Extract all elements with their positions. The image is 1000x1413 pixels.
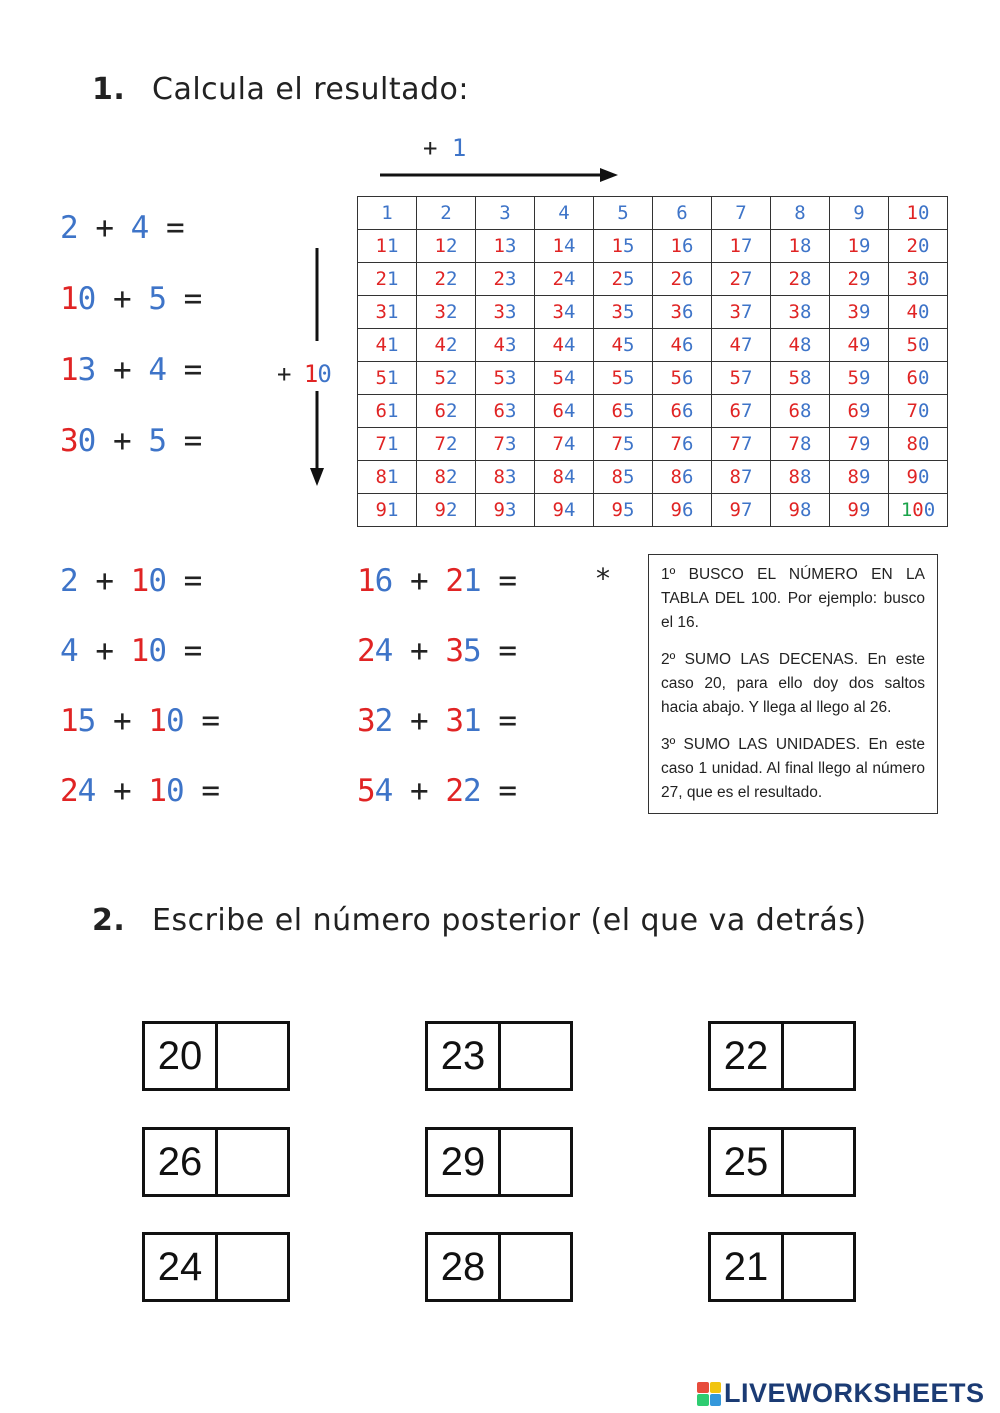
hundred-cell: 60: [889, 362, 948, 395]
hundred-cell: 36: [653, 296, 712, 329]
hundred-cell: 24: [535, 263, 594, 296]
hundred-cell: 54: [535, 362, 594, 395]
hundred-cell: 57: [712, 362, 771, 395]
number-pair-box: [142, 1021, 290, 1091]
hundred-cell: 34: [535, 296, 594, 329]
hundred-cell: 2: [417, 197, 476, 230]
equation-operator: =: [166, 633, 202, 669]
answer-box[interactable]: [784, 1130, 853, 1194]
hundred-cell: 30: [889, 263, 948, 296]
arrow-down-label: [277, 360, 331, 388]
arrow-right-label: [423, 134, 466, 162]
hundred-cell: 5: [594, 197, 653, 230]
given-number: 22: [711, 1024, 784, 1088]
hundred-cell: 22: [417, 263, 476, 296]
equation-digit: 4: [148, 352, 167, 388]
arrow-down-tens: 1: [303, 360, 318, 388]
equation-operator: +: [95, 281, 149, 317]
equation: [60, 352, 241, 388]
equation-digit: 0: [77, 281, 96, 317]
given-number: 21: [711, 1235, 784, 1299]
hundred-cell: 43: [476, 329, 535, 362]
equation-digit: 2: [357, 633, 375, 669]
equation-digit: 1: [60, 703, 78, 739]
section-1-heading: [92, 72, 469, 107]
answer-box[interactable]: [501, 1130, 570, 1194]
hundred-cell: 88: [771, 461, 830, 494]
equation-digit: 0: [148, 633, 167, 669]
hundred-cell: 47: [712, 329, 771, 362]
hundred-cell: 13: [476, 230, 535, 263]
hundred-cell: 20: [889, 230, 948, 263]
equation-operator: +: [95, 423, 149, 459]
section-2-title: Escribe el número posterior (el que va detrás): [152, 903, 867, 938]
hundred-cell: 41: [358, 329, 417, 362]
equation-operator: +: [77, 563, 131, 599]
hundred-cell: 35: [594, 296, 653, 329]
equation-digit: 4: [374, 633, 393, 669]
hundred-cell: 58: [771, 362, 830, 395]
hundred-cell: 66: [653, 395, 712, 428]
equation-digit: 4: [60, 633, 78, 669]
given-number: 29: [428, 1130, 501, 1194]
equation-operator: +: [392, 563, 446, 599]
hundred-cell: 85: [594, 461, 653, 494]
hundred-cell: 8: [771, 197, 830, 230]
hundred-cell: 86: [653, 461, 712, 494]
equation-operator: +: [95, 773, 149, 809]
hundred-cell: 91: [358, 494, 417, 527]
equation-operator: =: [183, 703, 220, 739]
hundred-cell: 56: [653, 362, 712, 395]
equation-digit: 3: [60, 423, 78, 459]
hundred-cell: 48: [771, 329, 830, 362]
hundred-cell: 44: [535, 329, 594, 362]
hundred-table: [357, 196, 948, 527]
hundred-cell: 39: [830, 296, 889, 329]
equation-operator: +: [77, 210, 131, 246]
hundred-cell: 93: [476, 494, 535, 527]
equation-digit: 4: [130, 210, 149, 246]
hundred-cell: 15: [594, 230, 653, 263]
answer-box[interactable]: [218, 1130, 287, 1194]
hundred-cell: 28: [771, 263, 830, 296]
hundred-cell: 52: [417, 362, 476, 395]
hundred-cell: 71: [358, 428, 417, 461]
equation-digit: 4: [77, 773, 96, 809]
equation: [60, 210, 224, 246]
equation-digit: 5: [357, 773, 375, 809]
equation-digit: 1: [148, 773, 167, 809]
equation-operator: =: [166, 563, 202, 599]
equation-digit: 5: [148, 281, 167, 317]
hundred-cell: 99: [830, 494, 889, 527]
hundred-cell: 64: [535, 395, 594, 428]
hundred-cell: 42: [417, 329, 476, 362]
arrow-right-op: +: [423, 134, 452, 162]
equation: [357, 563, 556, 599]
hundred-cell: 72: [417, 428, 476, 461]
section-1-number: 1.: [92, 72, 126, 107]
equation: [357, 703, 556, 739]
hundred-cell: 18: [771, 230, 830, 263]
instruction-step-3: 3º SUMO LAS UNIDADES. En este caso 1 unidad. Al final llego al número 27, que es el resultado.: [661, 736, 925, 801]
equation: [60, 633, 241, 669]
hundred-cell: 76: [653, 428, 712, 461]
hundred-cell: 61: [358, 395, 417, 428]
hundred-cell: 90: [889, 461, 948, 494]
hundred-cell: 100: [889, 494, 948, 527]
hundred-cell: 95: [594, 494, 653, 527]
hundred-cell: 23: [476, 263, 535, 296]
hundred-cell: 80: [889, 428, 948, 461]
hundred-cell: 7: [712, 197, 771, 230]
hundred-cell: 55: [594, 362, 653, 395]
equation-digit: 2: [445, 563, 464, 599]
equation-digit: 5: [148, 423, 167, 459]
given-number: 24: [145, 1235, 218, 1299]
section-2-heading: [92, 903, 867, 938]
hundred-cell: 63: [476, 395, 535, 428]
hundred-cell: 68: [771, 395, 830, 428]
hundred-cell: 82: [417, 461, 476, 494]
hundred-cell: 49: [830, 329, 889, 362]
number-pair-box: [142, 1232, 290, 1302]
equation-digit: 2: [60, 210, 78, 246]
equation: [60, 773, 259, 809]
equation-operator: +: [95, 352, 149, 388]
hundred-cell: 94: [535, 494, 594, 527]
equation-digit: 2: [60, 563, 78, 599]
answer-box[interactable]: [501, 1235, 570, 1299]
hundred-cell: 92: [417, 494, 476, 527]
hundred-cell: 9: [830, 197, 889, 230]
hundred-cell: 62: [417, 395, 476, 428]
hundred-cell: 87: [712, 461, 771, 494]
equation-operator: +: [77, 633, 131, 669]
hundred-cell: 84: [535, 461, 594, 494]
number-pair-box: [708, 1127, 856, 1197]
hundred-cell: 53: [476, 362, 535, 395]
hundred-cell: 79: [830, 428, 889, 461]
hundred-cell: 14: [535, 230, 594, 263]
number-pair-box: [425, 1127, 573, 1197]
given-number: 20: [145, 1024, 218, 1088]
arrow-down-units: 0: [317, 360, 331, 388]
number-pair-box: [142, 1127, 290, 1197]
hundred-cell: 32: [417, 296, 476, 329]
hundred-cell: 50: [889, 329, 948, 362]
equation-operator: =: [480, 703, 517, 739]
arrow-right-icon: [378, 165, 623, 185]
equation: [60, 703, 259, 739]
equation-digit: 2: [463, 773, 481, 809]
equation-operator: +: [392, 773, 446, 809]
number-pair-box: [708, 1021, 856, 1091]
given-number: 28: [428, 1235, 501, 1299]
equation-digit: 1: [463, 703, 481, 739]
answer-box[interactable]: [784, 1024, 853, 1088]
hundred-cell: 40: [889, 296, 948, 329]
hundred-cell: 21: [358, 263, 417, 296]
hundred-cell: 38: [771, 296, 830, 329]
equation-digit: 3: [445, 703, 464, 739]
given-number: 23: [428, 1024, 501, 1088]
liveworksheets-logo: [697, 1378, 985, 1409]
hundred-cell: 77: [712, 428, 771, 461]
hundred-cell: 3: [476, 197, 535, 230]
hundred-cell: 73: [476, 428, 535, 461]
equation-digit: 0: [166, 773, 184, 809]
number-pair-box: [425, 1232, 573, 1302]
equation-operator: =: [480, 633, 517, 669]
hundred-cell: 6: [653, 197, 712, 230]
hundred-cell: 10: [889, 197, 948, 230]
equation-digit: 1: [60, 352, 78, 388]
number-pair-box: [708, 1232, 856, 1302]
hundred-cell: 83: [476, 461, 535, 494]
hundred-cell: 51: [358, 362, 417, 395]
equation: [60, 423, 241, 459]
hundred-cell: 17: [712, 230, 771, 263]
answer-box[interactable]: [784, 1235, 853, 1299]
answer-box[interactable]: [218, 1235, 287, 1299]
hundred-cell: 59: [830, 362, 889, 395]
hundred-cell: 70: [889, 395, 948, 428]
hundred-cell: 46: [653, 329, 712, 362]
equation-operator: =: [166, 281, 202, 317]
logo-mark-icon: [697, 1382, 721, 1406]
hundred-cell: 25: [594, 263, 653, 296]
asterisk-mark: *: [596, 562, 610, 595]
hundred-cell: 81: [358, 461, 417, 494]
given-number: 25: [711, 1130, 784, 1194]
hundred-cell: 69: [830, 395, 889, 428]
hundred-cell: 65: [594, 395, 653, 428]
equation-digit: 3: [445, 633, 464, 669]
equation-digit: 1: [130, 633, 149, 669]
hundred-cell: 29: [830, 263, 889, 296]
equation-operator: =: [480, 563, 517, 599]
equation-digit: 5: [77, 703, 96, 739]
equation-operator: +: [392, 633, 446, 669]
equation-digit: 2: [374, 703, 393, 739]
section-2-number: 2.: [92, 903, 126, 938]
equation-operator: =: [480, 773, 517, 809]
equation: [357, 773, 556, 809]
equation-digit: 5: [463, 633, 481, 669]
equation-digit: 0: [166, 703, 184, 739]
instruction-step-1: 1º BUSCO EL NÚMERO EN LA TABLA DEL 100. Por ejemplo: busco el 16.: [661, 566, 925, 631]
hundred-cell: 33: [476, 296, 535, 329]
equation-digit: 1: [357, 563, 375, 599]
equation-digit: 0: [148, 563, 167, 599]
equation: [60, 563, 241, 599]
hundred-cell: 98: [771, 494, 830, 527]
logo-text: LIVEWORKSHEETS: [724, 1378, 985, 1408]
equation-digit: 6: [374, 563, 393, 599]
equation-digit: 1: [463, 563, 481, 599]
hundred-cell: 74: [535, 428, 594, 461]
section-1-title: Calcula el resultado:: [152, 72, 470, 107]
equation-digit: 2: [60, 773, 78, 809]
hundred-cell: 27: [712, 263, 771, 296]
equation-operator: +: [95, 703, 149, 739]
equation-digit: 4: [374, 773, 393, 809]
hundred-cell: 37: [712, 296, 771, 329]
equation-operator: +: [392, 703, 446, 739]
hundred-cell: 89: [830, 461, 889, 494]
equation-digit: 1: [60, 281, 78, 317]
hundred-cell: 11: [358, 230, 417, 263]
equation-digit: 1: [130, 563, 149, 599]
equation-operator: =: [148, 210, 184, 246]
equation-digit: 1: [148, 703, 167, 739]
arrow-right-digit: 1: [451, 134, 467, 162]
instruction-step-2: 2º SUMO LAS DECENAS. En este caso 20, para ello doy dos saltos hacia abajo. Y llega al llego al 26.: [661, 651, 925, 716]
equation: [357, 633, 556, 669]
hundred-cell: 97: [712, 494, 771, 527]
hundred-cell: 78: [771, 428, 830, 461]
hundred-cell: 4: [535, 197, 594, 230]
instructions-box: [648, 554, 938, 814]
hundred-cell: 12: [417, 230, 476, 263]
hundred-cell: 26: [653, 263, 712, 296]
equation-operator: =: [183, 773, 220, 809]
hundred-cell: 96: [653, 494, 712, 527]
hundred-cell: 19: [830, 230, 889, 263]
equation-digit: 0: [77, 423, 96, 459]
hundred-cell: 75: [594, 428, 653, 461]
equation: [60, 281, 241, 317]
given-number: 26: [145, 1130, 218, 1194]
hundred-cell: 16: [653, 230, 712, 263]
answer-box[interactable]: [218, 1024, 287, 1088]
equation-digit: 3: [77, 352, 96, 388]
hundred-cell: 67: [712, 395, 771, 428]
hundred-cell: 1: [358, 197, 417, 230]
equation-digit: 2: [445, 773, 464, 809]
arrow-down-op: +: [277, 360, 304, 388]
equation-digit: 3: [357, 703, 375, 739]
number-pair-box: [425, 1021, 573, 1091]
hundred-cell: 45: [594, 329, 653, 362]
answer-box[interactable]: [501, 1024, 570, 1088]
hundred-cell: 31: [358, 296, 417, 329]
equation-operator: =: [166, 423, 202, 459]
equation-operator: =: [166, 352, 202, 388]
